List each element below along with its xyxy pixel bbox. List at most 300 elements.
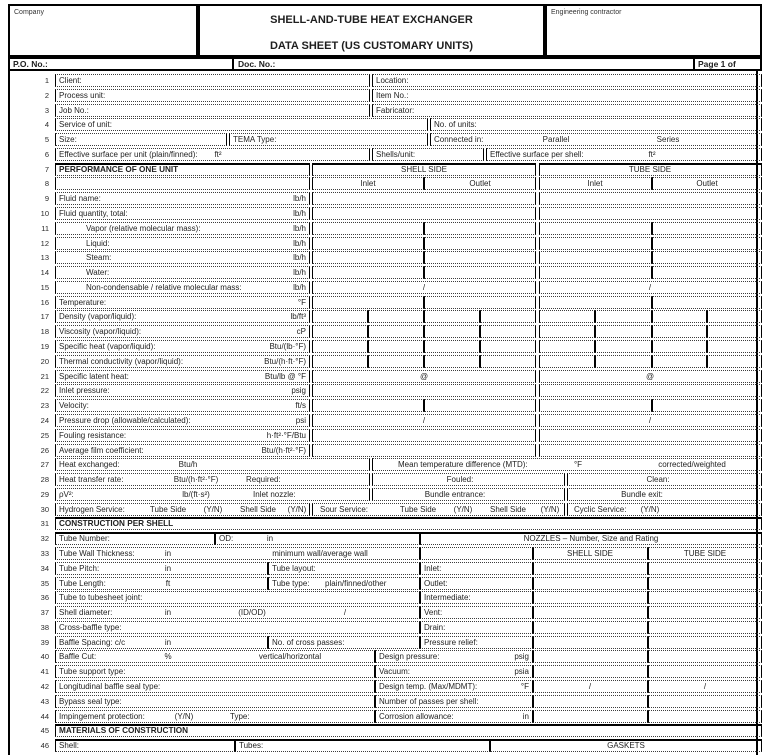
sheet-row-17 (0, 310, 768, 323)
cell-text: Sour Service: (320, 504, 369, 514)
cell-text: Impingement protection: (59, 711, 145, 721)
cell-text: (Y/N) (174, 711, 194, 721)
cell (368, 340, 424, 353)
row-number: 45 (40, 726, 49, 736)
cell-text: Steam: (86, 253, 112, 263)
cell-text: Cross-baffle type: (59, 622, 122, 632)
row-number: 14 (40, 268, 49, 278)
cell-text: Vent: (424, 608, 443, 618)
cell-text: Design temp. (Max/MDMT): (379, 681, 478, 691)
cell (55, 74, 370, 87)
company-label: Company (14, 9, 44, 16)
cell-text: Series (656, 135, 680, 145)
cell (55, 133, 227, 146)
cell-text: Liquid: (86, 238, 110, 248)
cell-text: (ID/OD) (238, 608, 266, 618)
cell (539, 251, 652, 264)
row-number: 40 (40, 652, 49, 662)
sheet-row-4 (0, 118, 768, 131)
cell (480, 355, 536, 368)
cell-text: lb/h (293, 223, 306, 233)
cell-text: No. of cross passes: (272, 637, 345, 647)
cell (539, 207, 762, 220)
sheet-row-22 (0, 384, 768, 397)
cell-text: Connected in: (434, 135, 484, 145)
cell (480, 310, 536, 323)
sheet-row-15 (0, 281, 768, 294)
cell-text: / (343, 608, 347, 618)
cell (648, 710, 762, 723)
cell-text: No. of units: (434, 120, 477, 130)
cell (312, 207, 536, 220)
cell-text: Tube Side (399, 504, 437, 514)
cell-text: lb/(ft·s²) (182, 489, 210, 499)
cell (652, 355, 707, 368)
cell (648, 665, 762, 678)
cell (539, 237, 652, 250)
cell (539, 325, 595, 338)
sheet-row-5 (0, 133, 768, 146)
sheet-row-24 (0, 414, 768, 427)
cell (595, 310, 652, 323)
cell-text: Baffle Cut: (59, 652, 97, 662)
cell-text: Shell: (59, 741, 80, 751)
sheet-row-6 (0, 148, 768, 161)
cell (652, 325, 707, 338)
cell-text: Tube Side (149, 504, 187, 514)
cell-text: (Y/N) (453, 504, 473, 514)
cell-text: psig (514, 652, 529, 662)
sheet-row-30 (0, 503, 768, 516)
row-number: 31 (40, 519, 49, 529)
cell-text: GASKETS (607, 741, 645, 751)
sheet-title: SHELL-AND-TUBE HEAT EXCHANGER (270, 14, 473, 26)
cell (312, 429, 536, 442)
cell (368, 325, 424, 338)
cell-text: h·ft²·°F/Btu (266, 430, 306, 440)
cell (424, 222, 536, 235)
page-number-label: Page 1 of (698, 59, 736, 69)
row-number: 21 (40, 371, 49, 381)
cell (652, 251, 762, 264)
sheet-subtitle: DATA SHEET (US CUSTOMARY UNITS) (269, 40, 474, 52)
cell (539, 340, 595, 353)
cell-text: lb/h (293, 282, 306, 292)
cell-text: NOZZLES – Number, Size and Rating (523, 534, 659, 544)
cell-text: Service of unit: (59, 120, 112, 130)
sheet-row-42 (0, 680, 768, 693)
cell (424, 266, 536, 279)
cell-text: Average film coefficient: (59, 445, 144, 455)
sheet-row-43 (0, 695, 768, 708)
row-number: 37 (40, 608, 49, 618)
cell (539, 429, 762, 442)
cell (707, 340, 762, 353)
cell (312, 222, 424, 235)
cell-text: TUBE SIDE (683, 548, 727, 558)
cell-text: Tube type: (272, 578, 310, 588)
sheet-row-10 (0, 207, 768, 220)
cell-text: Outlet (469, 179, 491, 189)
row-number: 42 (40, 681, 49, 691)
cell (312, 296, 424, 309)
cell-text: (Y/N) (640, 504, 660, 514)
cell-text: Heat transfer rate: (59, 475, 124, 485)
cell (55, 488, 370, 501)
row-number: 22 (40, 386, 49, 396)
sheet-row-40 (0, 650, 768, 663)
cell (55, 177, 310, 190)
cell-text: / (422, 282, 426, 292)
cell-text: Density (vapor/liquid): (59, 312, 137, 322)
cell-text: CONSTRUCTION PER SHELL (59, 519, 174, 529)
cell (533, 577, 648, 590)
cell-text: Btu/(h·ft·°F) (264, 356, 306, 366)
cell-text: psia (514, 667, 529, 677)
sheet-row-20 (0, 355, 768, 368)
cell (539, 310, 595, 323)
cell-text: Tubes: (239, 741, 264, 751)
sheet-row-14 (0, 266, 768, 279)
cell-text: / (422, 415, 426, 425)
cell (652, 310, 707, 323)
cell (533, 710, 648, 723)
cell-text: Specific latent heat: (59, 371, 129, 381)
cell (648, 591, 762, 604)
doc-number-label: Doc. No.: (238, 59, 276, 69)
sheet-row-45 (0, 724, 768, 737)
cell-text: lb/h (293, 194, 306, 204)
cell (648, 606, 762, 619)
row-number: 15 (40, 282, 49, 292)
row-number: 30 (40, 504, 49, 514)
row-number: 16 (40, 297, 49, 307)
sheet-row-26 (0, 444, 768, 457)
cell-text: / (588, 681, 592, 691)
cell (55, 739, 235, 752)
cell-text: Longitudinal baffle seal type: (59, 681, 161, 691)
cell-text: ft² (648, 149, 656, 159)
cell (652, 237, 762, 250)
cell-text: ρV²: (59, 489, 74, 499)
po-number-label: P.O. No.: (13, 59, 48, 69)
cell (312, 192, 536, 205)
cell-text: Non-condensable / relative molecular mass: (86, 282, 242, 292)
cell (707, 310, 762, 323)
cell-text: °F (573, 460, 583, 470)
row-number: 13 (40, 253, 49, 263)
cell-text: in (522, 711, 529, 721)
cell-text: in (164, 637, 172, 647)
cell-text: Btu/lb @ °F (264, 371, 306, 381)
contractor-label: Engineering contractor (551, 9, 622, 16)
sheet-row-21 (0, 370, 768, 383)
cell (424, 237, 536, 250)
sheet-row-37 (0, 606, 768, 619)
cell-text: Inlet pressure: (59, 386, 110, 396)
cell-text: psig (291, 386, 306, 396)
cell (648, 562, 762, 575)
cell-text: / (703, 681, 707, 691)
cell (55, 104, 370, 117)
row-number: 12 (40, 238, 49, 248)
cell-text: Mean temperature difference (MTD): (398, 460, 528, 470)
cell-text: in (164, 548, 172, 558)
sheet-row-25 (0, 429, 768, 442)
cell-text: Vapor (relative molecular mass): (86, 223, 201, 233)
cell-text: Temperature: (59, 297, 107, 307)
cell-text: Tube Length: (59, 578, 106, 588)
sheet-row-41 (0, 665, 768, 678)
sheet-row-16 (0, 296, 768, 309)
cell (652, 222, 762, 235)
sheet-row-32 (0, 532, 768, 545)
row-number: 5 (44, 135, 49, 145)
cell (55, 650, 375, 663)
cell-text: lb/h (293, 253, 306, 263)
cell-text: TEMA Type: (233, 135, 277, 145)
cell-text: OD: (219, 534, 234, 544)
cell-text: Pressure relief: (424, 637, 478, 647)
sheet-row-7 (0, 163, 768, 176)
cell-text: Client: (59, 76, 82, 85)
cell-text: in (266, 534, 274, 544)
cell-text: Drain: (424, 622, 446, 632)
cell (648, 695, 762, 708)
cell-text: Shells/unit: (376, 149, 416, 159)
row-number: 4 (44, 120, 49, 130)
cell-text: Number of passes per shell: (379, 696, 479, 706)
cell-text: plain/finned/other (325, 578, 387, 588)
sheet-row-28 (0, 473, 768, 486)
cell-text: Vacuum: (379, 667, 410, 677)
sheet-row-19 (0, 340, 768, 353)
row-number: 27 (40, 460, 49, 470)
cell (533, 695, 648, 708)
cell-text: Velocity: (59, 401, 89, 411)
sheet-row-46 (0, 739, 768, 752)
cell (595, 355, 652, 368)
row-number: 34 (40, 563, 49, 573)
cell-text: Bundle exit: (621, 489, 663, 499)
cell-text: @ (645, 371, 655, 381)
cell-text: TUBE SIDE (628, 164, 672, 174)
cell-text: psi (295, 415, 306, 425)
cell-text: ft² (214, 149, 222, 159)
sheet-row-1 (0, 74, 768, 87)
cell-text: Outlet (696, 179, 718, 189)
cell (312, 237, 424, 250)
cell-text: in (164, 608, 172, 618)
cell-text: Outlet: (424, 578, 448, 588)
cell-text: vertical/horizontal (258, 652, 322, 662)
sheet-row-23 (0, 399, 768, 412)
cell-text: lb/ft³ (290, 312, 306, 322)
cell (533, 665, 648, 678)
cell-text: Intermediate: (424, 593, 471, 603)
cell (424, 251, 536, 264)
cell-text: Fabricator: (376, 105, 415, 115)
cell-text: ft (165, 578, 171, 588)
cell (424, 296, 536, 309)
cell (372, 104, 762, 117)
cell (312, 444, 536, 457)
cell-text: PERFORMANCE OF ONE UNIT (59, 164, 179, 174)
cell-text: % (164, 652, 172, 662)
cell (424, 399, 536, 412)
cell-text: corrected/weighted (658, 460, 726, 470)
cell-text: °F (520, 681, 529, 691)
cell (424, 310, 480, 323)
cell (652, 340, 707, 353)
cell (567, 488, 762, 501)
cell-text: Tube Wall Thickness: (59, 548, 135, 558)
cell-text: Bundle entrance: (424, 489, 486, 499)
row-number: 36 (40, 593, 49, 603)
row-number: 44 (40, 711, 49, 721)
cell-text: lb/h (293, 268, 306, 278)
cell-text: Inlet: (424, 563, 442, 573)
cell (424, 325, 480, 338)
row-number: 6 (44, 149, 49, 159)
cell (424, 355, 480, 368)
cell-text: Tube Number: (59, 534, 110, 544)
cell-text: Corrosion allowance: (379, 711, 454, 721)
cell-text: / (648, 282, 652, 292)
cell (648, 577, 762, 590)
cell (55, 399, 310, 412)
cell-text: Water: (86, 268, 110, 278)
row-number: 33 (40, 548, 49, 558)
cell (648, 650, 762, 663)
cell (539, 192, 762, 205)
cell-text: °F (297, 297, 306, 307)
cell-text: Type: (230, 711, 250, 721)
cell (312, 310, 368, 323)
row-number: 9 (44, 194, 49, 204)
sheet-row-34 (0, 562, 768, 575)
cell (595, 340, 652, 353)
cell-text: Pressure drop (allowable/calculated): (59, 415, 191, 425)
cell (533, 562, 648, 575)
cell (533, 591, 648, 604)
row-number: 28 (40, 475, 49, 485)
cell-text: (Y/N) (287, 504, 307, 514)
cell-text: Inlet (360, 179, 376, 189)
cell-text: Inlet nozzle: (253, 489, 296, 499)
row-number: 10 (40, 209, 49, 219)
row-number: 2 (44, 90, 49, 100)
row-number: 20 (40, 356, 49, 366)
cell (539, 355, 595, 368)
cell (539, 296, 652, 309)
row-number: 8 (44, 179, 49, 189)
cell-text: Parallel (542, 135, 570, 145)
sheet-row-18 (0, 325, 768, 338)
row-number: 19 (40, 342, 49, 352)
cell (312, 325, 368, 338)
sheet-row-36 (0, 591, 768, 604)
sheet-row-27 (0, 458, 768, 471)
cell-text: ft/s (295, 401, 306, 411)
row-number: 7 (44, 164, 49, 174)
cell-text: Hydrogen Service: (59, 504, 125, 514)
cell (652, 399, 762, 412)
cell-text: Viscosity (vapor/liquid): (59, 327, 142, 337)
cell (372, 89, 762, 102)
row-number: 38 (40, 622, 49, 632)
cell (652, 266, 762, 279)
sheet-row-8 (0, 177, 768, 190)
row-number: 25 (40, 430, 49, 440)
row-number: 26 (40, 445, 49, 455)
cell-text: Effective surface per shell: (490, 149, 584, 159)
row-number: 17 (40, 312, 49, 322)
cell (652, 296, 762, 309)
cell-text: cP (296, 327, 306, 337)
cell (368, 310, 424, 323)
cell (312, 399, 424, 412)
cell (480, 325, 536, 338)
cell-text: in (164, 563, 172, 573)
cell-text: Required: (246, 475, 281, 485)
cell-text: SHELL SIDE (401, 164, 447, 174)
sheet-row-2 (0, 89, 768, 102)
cell (539, 222, 652, 235)
cell (707, 355, 762, 368)
cell-text: Fluid name: (59, 194, 101, 204)
cell-text: Tube Pitch: (59, 563, 100, 573)
cell-text: Shell Side (489, 504, 527, 514)
cell-text: Tube support type: (59, 667, 126, 677)
cell-text: Inlet (587, 179, 603, 189)
row-number: 41 (40, 667, 49, 677)
cell-text: Tube to tubesheet joint: (59, 593, 143, 603)
cell-text: Job No.: (59, 105, 89, 115)
cell (533, 606, 648, 619)
cell-text: Design pressure: (379, 652, 440, 662)
sheet-row-11 (0, 222, 768, 235)
cell-text: Clean: (646, 475, 670, 485)
cell-text: Process unit: (59, 90, 106, 100)
row-number: 11 (41, 223, 49, 233)
cell-text: / (648, 415, 652, 425)
cell (368, 355, 424, 368)
cell-text: Size: (59, 135, 77, 145)
cell (533, 621, 648, 634)
cell-text: Shell diameter: (59, 608, 113, 618)
cell-text: Btu/(lb·°F) (269, 342, 306, 352)
cell (312, 266, 424, 279)
sheet-row-38 (0, 621, 768, 634)
cell (312, 251, 424, 264)
sheet-row-13 (0, 251, 768, 264)
cell-text: lb/h (293, 238, 306, 248)
row-number: 32 (40, 534, 49, 544)
cell-text: MATERIALS OF CONSTRUCTION (59, 726, 189, 736)
cell-text: Thermal conductivity (vapor/liquid): (59, 356, 184, 366)
cell-text: (Y/N) (203, 504, 223, 514)
row-number: 24 (40, 415, 49, 425)
sheet-row-29 (0, 488, 768, 501)
row-number: 43 (40, 696, 49, 706)
cell-text: (Y/N) (540, 504, 560, 514)
cell-text: Shell Side (239, 504, 277, 514)
cell (420, 547, 533, 560)
cell-text: Cyclic Service: (574, 504, 627, 514)
cell (312, 340, 368, 353)
cell (372, 74, 762, 87)
